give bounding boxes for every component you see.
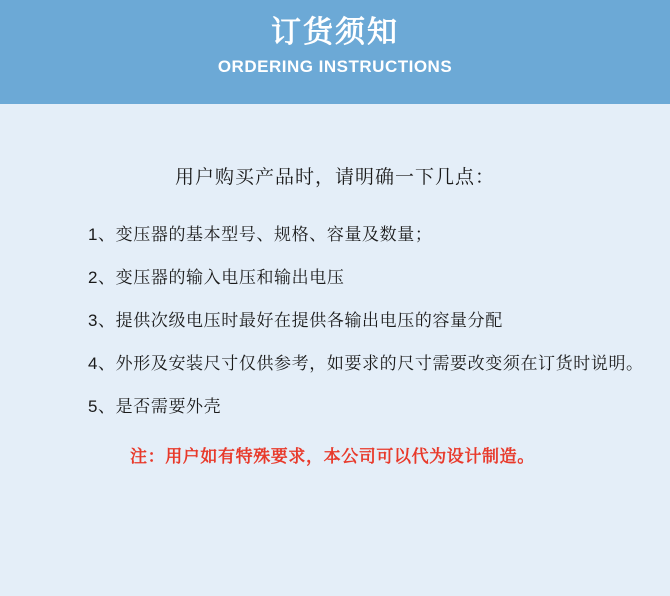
page-header	[0, 0, 670, 104]
page-title-english: ORDERING INSTRUCTIONS	[217, 57, 453, 76]
list-item: 5、是否需要外壳	[88, 397, 222, 416]
intro-text: 用户购买产品时，请明确一下几点：	[174, 167, 495, 188]
instruction-list	[0, 189, 670, 428]
list-item: 1、变压器的基本型号、规格、容量及数量；	[88, 225, 433, 244]
note-text: 注：用户如有特殊要求，本公司可以代为设计制造。	[130, 447, 535, 466]
page-title-chinese: 订货须知	[271, 16, 399, 49]
list-item: 4、外形及安装尺寸仅供参考，如要求的尺寸需要改变须在订货时说明。	[88, 354, 644, 373]
list-item: 3、提供次级电压时最好在提供各输出电压的容量分配	[88, 311, 503, 330]
list-item: 2、变压器的输入电压和输出电压	[88, 268, 345, 287]
content-body	[0, 104, 670, 596]
